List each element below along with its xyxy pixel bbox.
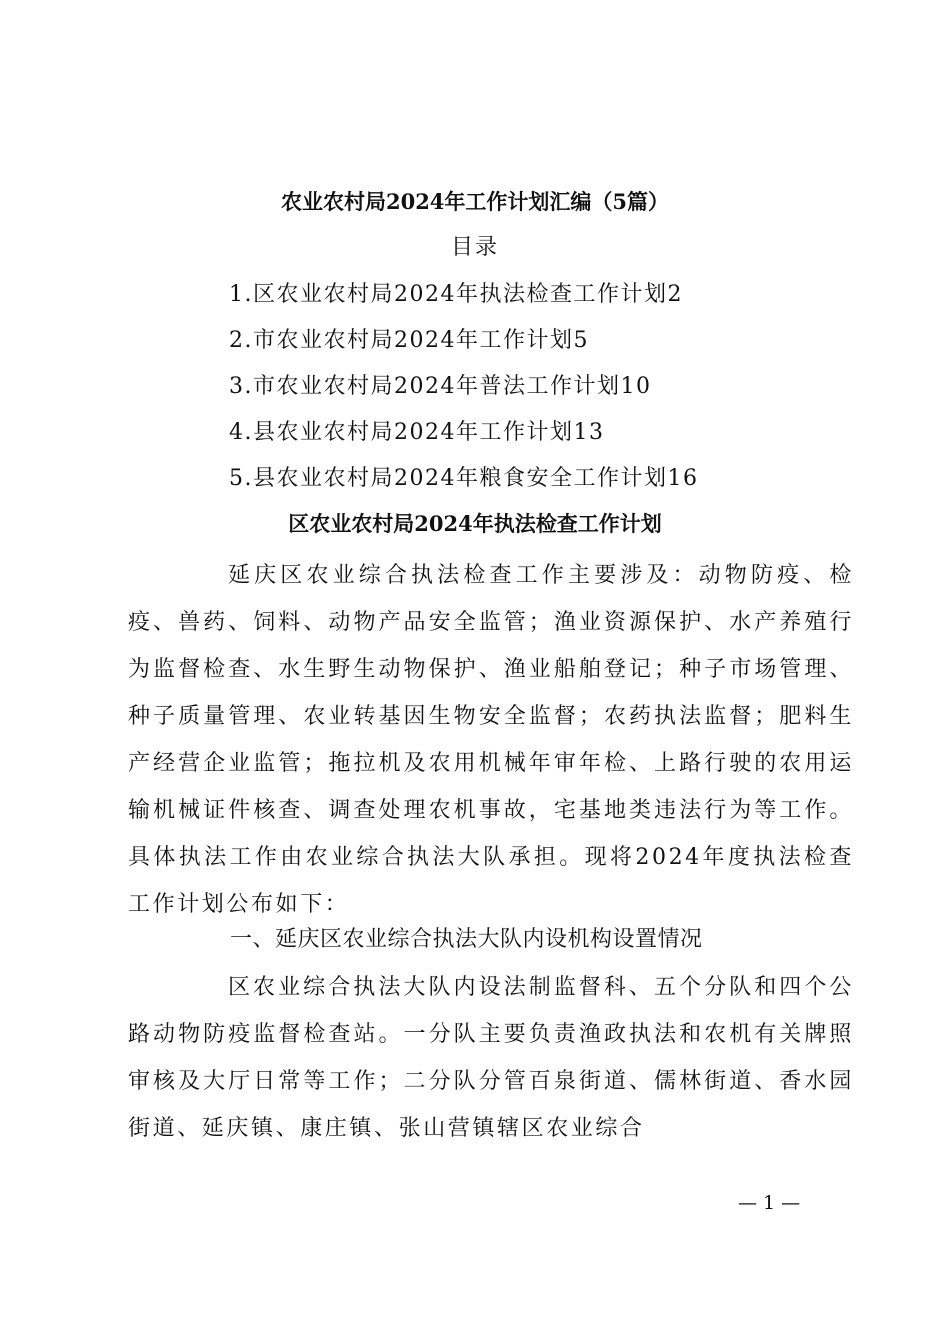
table-of-contents (229, 278, 698, 508)
subsection-heading: 一、延庆区农业综合执法大队内设机构设置情况 (230, 927, 703, 952)
document-title: 农业农村局2024年工作计划汇编（5篇） (280, 189, 670, 214)
toc-item: 4.县农业农村局2024年工作计划13 (229, 420, 605, 445)
toc-item: 2.市农业农村局2024年工作计划5 (229, 328, 589, 353)
toc-item: 5.县农业农村局2024年粮食安全工作计划16 (229, 466, 699, 491)
toc-item: 3.市农业农村局2024年普法工作计划10 (229, 374, 652, 399)
toc-item: 1.区农业农村局2024年执法检查工作计划2 (229, 282, 683, 307)
body-paragraph: 区农业综合执法大队内设法制监督科、五个分队和四个公路动物防疫监督检查站。一分队主要负责渔政执法和农机有关牌照审核及大厅日常等工作；二分队分管百泉街道、儒林街道、香水园街道、延庆镇、康庄镇、张山营镇辖区农业综合 (128, 975, 854, 1141)
body-paragraph: 延庆区农业综合执法检查工作主要涉及：动物防疫、检疫、兽药、饲料、动物产品安全监管；渔业资源保护、水产养殖行为监督检查、水生野生动物保护、渔业船舶登记；种子市场管理、种子质量管理、农业转基因生物安全监督；农药执法监督；肥料生产经营企业监管；拖拉机及农用机械年审年检、上路行驶的农用运输机械证件核查、调查处理农机事故，宅基地类违法行为等工作。具体执法工作由农业综合执法大队承担。现将2024年度执法检查工作计划公布如下： (128, 563, 854, 917)
toc-heading: 目录 (450, 235, 499, 260)
section-title: 区农业农村局2024年执法检查工作计划 (288, 511, 662, 536)
page-number: — 1 — (738, 1192, 801, 1214)
